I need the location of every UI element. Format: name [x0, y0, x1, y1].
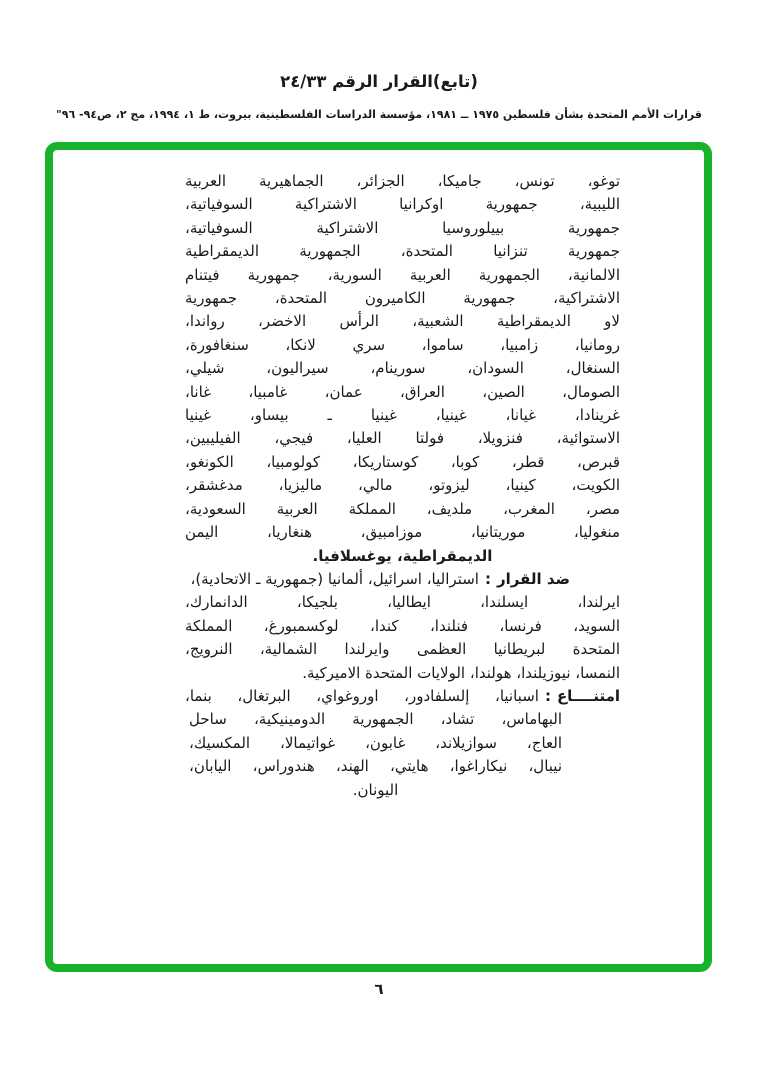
against-first-line	[185, 568, 620, 591]
page-number: ٦	[374, 980, 384, 998]
country-list-line: جمهورية تنزانيا المتحدة، الجمهورية الديمقراطية	[185, 242, 620, 261]
against-last-line: النمسا، نيوزيلندا، هولندا، الولايات المتحدة الاميركية.	[302, 663, 620, 682]
country-list-line: السنغال، السودان، سورينام، سيراليون، شيلي،	[185, 359, 620, 378]
country-list-line: قبرص، قطر، كوبا، كوستاريكا، كولومبيا، الكونغو،	[185, 452, 620, 471]
country-list-line: ايرلندا، ايسلندا، ايطاليا، بلجيكا، الدانمارك،	[185, 593, 620, 612]
country-list-line: توغو، تونس، جاميكا، الجزائر، الجماهيرية العربية	[185, 172, 620, 190]
country-list-line: العاج، سوازيلاند، غابون، غواتيمالا، المكسيك،	[189, 733, 562, 752]
country-list-line: نيبال، نيكاراغوا، هايتي، الهند، هندوراس، اليابان،	[189, 757, 562, 776]
against-label: ضد القرار	[496, 569, 570, 588]
country-list-line: الاشتراكية، جمهورية الكاميرون المتحدة، جمهورية	[185, 289, 620, 308]
abstain-first-line	[185, 685, 620, 708]
abstained-section	[185, 685, 620, 802]
in-favor-last-line: الديمقراطية، يوغسلافيا.	[312, 546, 493, 565]
country-list-line: لاو الديمقراطية الشعبية، الرأس الاخضر، رواندا،	[185, 312, 620, 331]
country-list-line: المتحدة لبريطانيا العظمى وايرلندا الشمالية، النرويج،	[185, 640, 620, 659]
country-list-line: الصومال، الصين، العراق، عمان، غامبيا، غانا،	[185, 382, 620, 401]
against-section	[185, 568, 620, 685]
country-list-line: السويد، فرنسا، فنلندا، كندا، لوكسمبورغ، المملكة	[185, 616, 620, 635]
against-lines	[185, 591, 620, 661]
in-favor-lines	[185, 170, 620, 545]
resolution-title: (تابع)القرار الرقم ٢٤/٣٣	[280, 72, 478, 91]
in-favor-section	[185, 170, 620, 568]
country-list-line: غرينادا، غيانا، غينيا، غينيا ـ بيساو، غينيا	[185, 406, 620, 425]
country-list-line: رومانيا، زامبيا، ساموا، سري لانكا، سنغافورة،	[185, 335, 620, 354]
country-list-line: مصر، المغرب، ملديف، المملكة العربية السعودية،	[185, 499, 620, 518]
against-colon: :	[484, 569, 491, 588]
country-list-line: الكويت، كينيا، ليزوتو، مالي، ماليزيا، مدغشقر،	[185, 476, 620, 495]
citation-line: قرارات الأمم المتحدة بشأن فلسطين ١٩٧٥ ــ ١٩٨١، مؤسسة الدراسات الفلسطينية، بيروت، ط ١، ١٩٩٤، مج ٢، ص٩٤- ٩٦"	[56, 108, 702, 121]
abstain-first-line-text: اسبانيا، إلسلفادور، اوروغواي، البرتغال، بنما،	[185, 686, 539, 705]
country-list-line: الالمانية، الجمهورية العربية السورية، جمهورية فيتنام	[185, 265, 620, 284]
abstain-lines	[185, 708, 620, 778]
country-list-line: الليبية، جمهورية اوكرانيا الاشتراكية السوفياتية،	[185, 195, 620, 214]
country-list-line: الاستوائية، فنزويلا، فولتا العليا، فيجي، الفيليبين،	[185, 429, 620, 448]
country-list-line: البهاماس، تشاد، الجمهورية الدومينيكية، ساحل	[189, 710, 562, 729]
country-list-line: منغوليا، موريتانيا، موزامبيق، هنغاريا، اليمن	[185, 523, 620, 542]
against-first-line-text: استراليا، اسرائيل، ألمانيا (جمهورية ـ الاتحادية)،	[190, 569, 479, 588]
country-list-line: جمهورية بييلوروسيا الاشتراكية السوفياتية،	[185, 218, 620, 237]
abstain-label: امتنــــاع	[556, 686, 620, 705]
abstain-colon: :	[544, 686, 551, 705]
abstain-last-line: اليونان.	[352, 780, 399, 799]
resolution-body	[185, 170, 620, 802]
